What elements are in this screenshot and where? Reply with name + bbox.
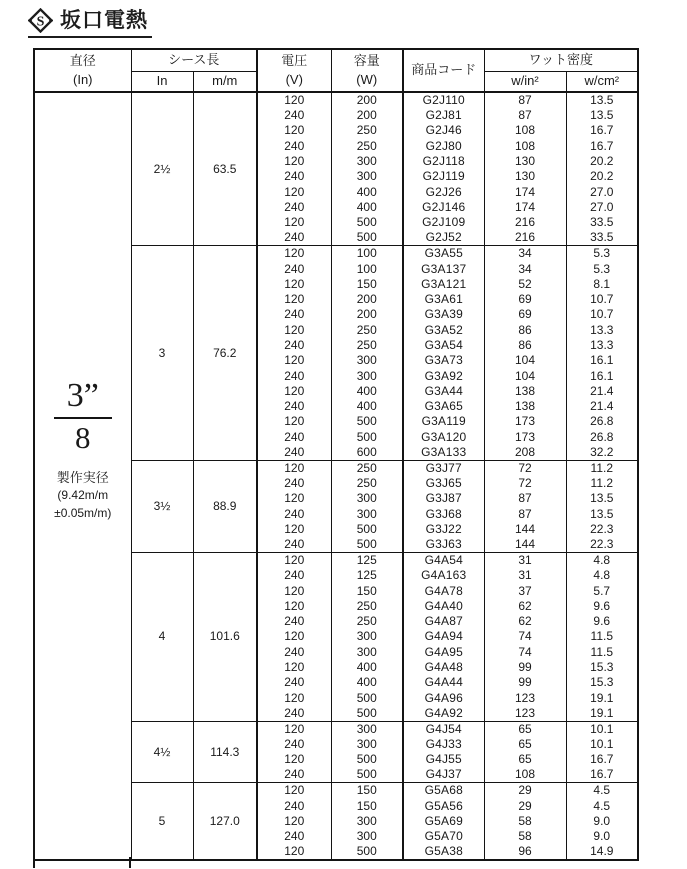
size-mm-cell: 114.3 bbox=[193, 721, 257, 783]
watt-cm-cell: 13.5 bbox=[566, 491, 638, 506]
product-code-cell: G4A54 bbox=[403, 553, 484, 569]
product-code-cell: G4A94 bbox=[403, 629, 484, 644]
capacity-cell: 500 bbox=[331, 691, 403, 706]
watt-in-cell: 174 bbox=[484, 184, 566, 199]
watt-cm-cell: 4.5 bbox=[566, 798, 638, 813]
watt-in-cell: 99 bbox=[484, 660, 566, 675]
product-code-cell: G4A40 bbox=[403, 599, 484, 614]
watt-cm-cell: 16.1 bbox=[566, 368, 638, 383]
watt-cm-cell: 10.1 bbox=[566, 721, 638, 737]
watt-in-cell: 173 bbox=[484, 414, 566, 429]
product-code-cell: G3J77 bbox=[403, 460, 484, 476]
col-header-sheath-in: In bbox=[131, 71, 193, 92]
product-code-cell: G3J63 bbox=[403, 537, 484, 553]
watt-in-cell: 74 bbox=[484, 645, 566, 660]
voltage-cell: 120 bbox=[257, 154, 331, 169]
capacity-cell: 250 bbox=[331, 476, 403, 491]
capacity-cell: 500 bbox=[331, 522, 403, 537]
voltage-cell: 120 bbox=[257, 123, 331, 138]
product-code-cell: G3A55 bbox=[403, 246, 484, 262]
product-code-cell: G2J109 bbox=[403, 215, 484, 230]
product-code-cell: G3A137 bbox=[403, 261, 484, 276]
capacity-cell: 600 bbox=[331, 445, 403, 461]
watt-cm-cell: 9.0 bbox=[566, 814, 638, 829]
voltage-cell: 240 bbox=[257, 476, 331, 491]
watt-in-cell: 29 bbox=[484, 783, 566, 799]
watt-in-cell: 108 bbox=[484, 767, 566, 783]
diameter-fraction bbox=[54, 378, 112, 454]
watt-in-cell: 123 bbox=[484, 691, 566, 706]
product-code-cell: G3J65 bbox=[403, 476, 484, 491]
watt-cm-cell: 13.5 bbox=[566, 92, 638, 108]
capacity-cell: 500 bbox=[331, 215, 403, 230]
voltage-cell: 240 bbox=[257, 307, 331, 322]
capacity-cell: 400 bbox=[331, 184, 403, 199]
voltage-cell: 240 bbox=[257, 399, 331, 414]
col-header-watt-density: ワット密度 bbox=[484, 49, 638, 71]
voltage-cell: 120 bbox=[257, 522, 331, 537]
product-code-cell: G4A92 bbox=[403, 706, 484, 722]
voltage-cell: 120 bbox=[257, 629, 331, 644]
watt-in-cell: 34 bbox=[484, 246, 566, 262]
watt-cm-cell: 33.5 bbox=[566, 215, 638, 230]
watt-in-cell: 65 bbox=[484, 737, 566, 752]
watt-cm-cell: 9.0 bbox=[566, 829, 638, 844]
watt-cm-cell: 5.3 bbox=[566, 246, 638, 262]
watt-cm-cell: 11.2 bbox=[566, 476, 638, 491]
product-code-cell: G4A95 bbox=[403, 645, 484, 660]
watt-cm-cell: 19.1 bbox=[566, 691, 638, 706]
voltage-cell: 240 bbox=[257, 430, 331, 445]
voltage-cell: 240 bbox=[257, 568, 331, 583]
watt-cm-cell: 5.3 bbox=[566, 261, 638, 276]
voltage-cell: 240 bbox=[257, 108, 331, 123]
capacity-cell: 500 bbox=[331, 414, 403, 429]
product-code-cell: G3A119 bbox=[403, 414, 484, 429]
watt-cm-cell: 10.1 bbox=[566, 737, 638, 752]
watt-in-cell: 144 bbox=[484, 537, 566, 553]
size-mm-cell: 63.5 bbox=[193, 92, 257, 246]
logo-text: 坂口電熱 bbox=[60, 9, 148, 32]
capacity-cell: 100 bbox=[331, 261, 403, 276]
capacity-cell: 300 bbox=[331, 629, 403, 644]
watt-in-cell: 99 bbox=[484, 675, 566, 690]
voltage-cell: 120 bbox=[257, 184, 331, 199]
product-code-cell: G3A120 bbox=[403, 430, 484, 445]
spec-table bbox=[33, 48, 639, 861]
product-code-cell: G4A48 bbox=[403, 660, 484, 675]
watt-cm-cell: 27.0 bbox=[566, 184, 638, 199]
watt-cm-cell: 16.7 bbox=[566, 752, 638, 767]
voltage-cell: 240 bbox=[257, 139, 331, 154]
company-logo bbox=[28, 8, 152, 38]
voltage-cell: 120 bbox=[257, 814, 331, 829]
product-code-cell: G3A121 bbox=[403, 277, 484, 292]
watt-in-cell: 37 bbox=[484, 583, 566, 598]
watt-cm-cell: 4.5 bbox=[566, 783, 638, 799]
watt-in-cell: 216 bbox=[484, 215, 566, 230]
capacity-cell: 250 bbox=[331, 599, 403, 614]
voltage-cell: 120 bbox=[257, 414, 331, 429]
voltage-cell: 240 bbox=[257, 169, 331, 184]
diameter-cell bbox=[34, 92, 131, 860]
voltage-cell: 240 bbox=[257, 368, 331, 383]
voltage-cell: 120 bbox=[257, 491, 331, 506]
watt-in-cell: 144 bbox=[484, 522, 566, 537]
capacity-cell: 100 bbox=[331, 246, 403, 262]
size-in-cell: 5 bbox=[131, 783, 193, 860]
watt-in-cell: 138 bbox=[484, 384, 566, 399]
capacity-cell: 300 bbox=[331, 169, 403, 184]
voltage-cell: 120 bbox=[257, 691, 331, 706]
size-mm-cell: 101.6 bbox=[193, 553, 257, 722]
voltage-cell: 120 bbox=[257, 844, 331, 860]
watt-in-cell: 123 bbox=[484, 706, 566, 722]
fraction-denominator: 8 bbox=[75, 419, 91, 455]
voltage-cell: 240 bbox=[257, 537, 331, 553]
product-code-cell: G2J146 bbox=[403, 200, 484, 215]
size-in-cell: 4 bbox=[131, 553, 193, 722]
product-code-cell: G2J52 bbox=[403, 230, 484, 246]
size-mm-cell: 127.0 bbox=[193, 783, 257, 860]
table-row bbox=[34, 92, 638, 108]
product-code-cell: G3A133 bbox=[403, 445, 484, 461]
voltage-cell: 240 bbox=[257, 445, 331, 461]
product-code-cell: G3J68 bbox=[403, 507, 484, 522]
capacity-cell: 300 bbox=[331, 814, 403, 829]
product-code-cell: G2J80 bbox=[403, 139, 484, 154]
watt-in-cell: 130 bbox=[484, 154, 566, 169]
watt-cm-cell: 4.8 bbox=[566, 568, 638, 583]
col-header-watt-in: w/in² bbox=[484, 71, 566, 92]
watt-in-cell: 208 bbox=[484, 445, 566, 461]
product-code-cell: G5A68 bbox=[403, 783, 484, 799]
watt-in-cell: 72 bbox=[484, 460, 566, 476]
capacity-cell: 400 bbox=[331, 399, 403, 414]
size-in-cell: 2½ bbox=[131, 92, 193, 246]
watt-cm-cell: 20.2 bbox=[566, 154, 638, 169]
voltage-cell: 120 bbox=[257, 752, 331, 767]
voltage-cell: 120 bbox=[257, 599, 331, 614]
size-mm-cell: 88.9 bbox=[193, 460, 257, 552]
product-code-cell: G5A69 bbox=[403, 814, 484, 829]
col-header-diameter bbox=[34, 49, 131, 92]
capacity-cell: 200 bbox=[331, 292, 403, 307]
capacity-cell: 200 bbox=[331, 108, 403, 123]
product-code-cell: G3A39 bbox=[403, 307, 484, 322]
col-header-voltage bbox=[257, 49, 331, 92]
watt-cm-cell: 16.7 bbox=[566, 139, 638, 154]
capacity-cell: 300 bbox=[331, 368, 403, 383]
watt-in-cell: 62 bbox=[484, 599, 566, 614]
watt-cm-cell: 8.1 bbox=[566, 277, 638, 292]
product-code-cell: G3A65 bbox=[403, 399, 484, 414]
watt-in-cell: 87 bbox=[484, 507, 566, 522]
actual-diameter-value: (9.42m/m bbox=[57, 488, 109, 503]
watt-cm-cell: 13.5 bbox=[566, 108, 638, 123]
capacity-cell: 400 bbox=[331, 384, 403, 399]
voltage-cell: 120 bbox=[257, 660, 331, 675]
capacity-cell: 500 bbox=[331, 844, 403, 860]
voltage-cell: 120 bbox=[257, 583, 331, 598]
col-header-capacity bbox=[331, 49, 403, 92]
watt-cm-cell: 26.8 bbox=[566, 430, 638, 445]
watt-cm-cell: 21.4 bbox=[566, 399, 638, 414]
product-code-cell: G4J54 bbox=[403, 721, 484, 737]
col-header-watt-cm: w/cm² bbox=[566, 71, 638, 92]
col-header-sheath-length: シース長 bbox=[131, 49, 257, 71]
watt-in-cell: 108 bbox=[484, 139, 566, 154]
diamond-s-icon bbox=[28, 8, 53, 33]
table-continuation-stub-left bbox=[33, 857, 35, 868]
watt-cm-cell: 11.2 bbox=[566, 460, 638, 476]
watt-cm-cell: 16.7 bbox=[566, 123, 638, 138]
watt-in-cell: 69 bbox=[484, 292, 566, 307]
watt-cm-cell: 15.3 bbox=[566, 660, 638, 675]
size-in-cell: 4½ bbox=[131, 721, 193, 783]
capacity-cell: 400 bbox=[331, 200, 403, 215]
watt-in-cell: 87 bbox=[484, 92, 566, 108]
voltage-cell: 120 bbox=[257, 353, 331, 368]
watt-in-cell: 96 bbox=[484, 844, 566, 860]
product-code-cell: G3A73 bbox=[403, 353, 484, 368]
capacity-cell: 500 bbox=[331, 537, 403, 553]
watt-cm-cell: 22.3 bbox=[566, 522, 638, 537]
watt-cm-cell: 16.7 bbox=[566, 767, 638, 783]
watt-cm-cell: 4.8 bbox=[566, 553, 638, 569]
watt-cm-cell: 13.3 bbox=[566, 338, 638, 353]
capacity-cell: 150 bbox=[331, 783, 403, 799]
voltage-cell: 240 bbox=[257, 829, 331, 844]
product-code-cell: G3J22 bbox=[403, 522, 484, 537]
capacity-cell: 300 bbox=[331, 507, 403, 522]
watt-in-cell: 87 bbox=[484, 491, 566, 506]
product-code-cell: G3A61 bbox=[403, 292, 484, 307]
voltage-cell: 120 bbox=[257, 215, 331, 230]
watt-in-cell: 86 bbox=[484, 323, 566, 338]
capacity-cell: 300 bbox=[331, 154, 403, 169]
capacity-cell: 500 bbox=[331, 430, 403, 445]
capacity-cell: 250 bbox=[331, 614, 403, 629]
capacity-cell: 300 bbox=[331, 829, 403, 844]
watt-cm-cell: 14.9 bbox=[566, 844, 638, 860]
voltage-cell: 120 bbox=[257, 323, 331, 338]
voltage-cell: 240 bbox=[257, 767, 331, 783]
watt-in-cell: 173 bbox=[484, 430, 566, 445]
capacity-unit-label: (W) bbox=[356, 71, 378, 87]
watt-in-cell: 87 bbox=[484, 108, 566, 123]
watt-cm-cell: 10.7 bbox=[566, 292, 638, 307]
capacity-label: 容量 bbox=[353, 52, 380, 68]
size-mm-cell: 76.2 bbox=[193, 246, 257, 461]
product-code-cell: G4A78 bbox=[403, 583, 484, 598]
watt-cm-cell: 13.5 bbox=[566, 507, 638, 522]
watt-cm-cell: 9.6 bbox=[566, 614, 638, 629]
voltage-cell: 240 bbox=[257, 230, 331, 246]
actual-diameter-label: 製作実径 bbox=[56, 470, 109, 486]
watt-cm-cell: 21.4 bbox=[566, 384, 638, 399]
watt-cm-cell: 22.3 bbox=[566, 537, 638, 553]
watt-in-cell: 31 bbox=[484, 553, 566, 569]
product-code-cell: G3A54 bbox=[403, 338, 484, 353]
voltage-cell: 120 bbox=[257, 277, 331, 292]
watt-cm-cell: 27.0 bbox=[566, 200, 638, 215]
size-in-cell: 3 bbox=[131, 246, 193, 461]
watt-in-cell: 69 bbox=[484, 307, 566, 322]
product-code-cell: G5A56 bbox=[403, 798, 484, 813]
watt-in-cell: 86 bbox=[484, 338, 566, 353]
capacity-cell: 200 bbox=[331, 307, 403, 322]
voltage-cell: 240 bbox=[257, 645, 331, 660]
capacity-cell: 500 bbox=[331, 752, 403, 767]
capacity-cell: 300 bbox=[331, 737, 403, 752]
diameter-unit-label: (In) bbox=[73, 71, 93, 87]
capacity-cell: 250 bbox=[331, 123, 403, 138]
product-code-cell: G5A70 bbox=[403, 829, 484, 844]
watt-cm-cell: 15.3 bbox=[566, 675, 638, 690]
watt-in-cell: 65 bbox=[484, 721, 566, 737]
actual-diameter-tolerance: ±0.05m/m) bbox=[54, 505, 112, 520]
capacity-cell: 300 bbox=[331, 491, 403, 506]
voltage-cell: 120 bbox=[257, 92, 331, 108]
voltage-cell: 120 bbox=[257, 783, 331, 799]
voltage-cell: 240 bbox=[257, 614, 331, 629]
capacity-cell: 250 bbox=[331, 460, 403, 476]
capacity-cell: 400 bbox=[331, 675, 403, 690]
diameter-content bbox=[35, 378, 131, 522]
capacity-cell: 250 bbox=[331, 323, 403, 338]
voltage-label: 電圧 bbox=[281, 52, 308, 68]
watt-cm-cell: 33.5 bbox=[566, 230, 638, 246]
voltage-cell: 120 bbox=[257, 246, 331, 262]
watt-in-cell: 74 bbox=[484, 629, 566, 644]
capacity-cell: 400 bbox=[331, 660, 403, 675]
product-code-cell: G3A92 bbox=[403, 368, 484, 383]
voltage-cell: 120 bbox=[257, 292, 331, 307]
size-in-cell: 3½ bbox=[131, 460, 193, 552]
diameter-label: 直径 bbox=[69, 52, 96, 68]
watt-in-cell: 138 bbox=[484, 399, 566, 414]
product-code-cell: G4A163 bbox=[403, 568, 484, 583]
voltage-cell: 120 bbox=[257, 460, 331, 476]
watt-cm-cell: 32.2 bbox=[566, 445, 638, 461]
watt-cm-cell: 16.1 bbox=[566, 353, 638, 368]
product-code-cell: G2J119 bbox=[403, 169, 484, 184]
watt-in-cell: 58 bbox=[484, 814, 566, 829]
watt-in-cell: 216 bbox=[484, 230, 566, 246]
capacity-cell: 500 bbox=[331, 767, 403, 783]
capacity-cell: 150 bbox=[331, 798, 403, 813]
voltage-cell: 120 bbox=[257, 553, 331, 569]
voltage-cell: 240 bbox=[257, 675, 331, 690]
watt-cm-cell: 9.6 bbox=[566, 599, 638, 614]
product-code-cell: G4J37 bbox=[403, 767, 484, 783]
product-code-cell: G3J87 bbox=[403, 491, 484, 506]
watt-in-cell: 52 bbox=[484, 277, 566, 292]
watt-in-cell: 29 bbox=[484, 798, 566, 813]
voltage-cell: 240 bbox=[257, 261, 331, 276]
spec-table-body bbox=[34, 92, 638, 860]
watt-in-cell: 108 bbox=[484, 123, 566, 138]
watt-in-cell: 62 bbox=[484, 614, 566, 629]
voltage-cell: 240 bbox=[257, 737, 331, 752]
spec-table-header bbox=[34, 49, 638, 92]
product-code-cell: G5A38 bbox=[403, 844, 484, 860]
product-code-cell: G2J26 bbox=[403, 184, 484, 199]
watt-in-cell: 58 bbox=[484, 829, 566, 844]
product-code-cell: G4J55 bbox=[403, 752, 484, 767]
capacity-cell: 300 bbox=[331, 645, 403, 660]
capacity-cell: 125 bbox=[331, 553, 403, 569]
capacity-cell: 300 bbox=[331, 353, 403, 368]
capacity-cell: 250 bbox=[331, 139, 403, 154]
capacity-cell: 150 bbox=[331, 277, 403, 292]
col-header-sheath-mm: m/m bbox=[193, 71, 257, 92]
product-code-cell: G2J46 bbox=[403, 123, 484, 138]
product-code-cell: G2J118 bbox=[403, 154, 484, 169]
watt-cm-cell: 20.2 bbox=[566, 169, 638, 184]
voltage-cell: 240 bbox=[257, 200, 331, 215]
product-code-cell: G2J81 bbox=[403, 108, 484, 123]
watt-cm-cell: 10.7 bbox=[566, 307, 638, 322]
capacity-cell: 125 bbox=[331, 568, 403, 583]
voltage-cell: 120 bbox=[257, 721, 331, 737]
product-code-cell: G4A44 bbox=[403, 675, 484, 690]
product-code-cell: G4J33 bbox=[403, 737, 484, 752]
product-code-cell: G4A87 bbox=[403, 614, 484, 629]
product-code-cell: G3A44 bbox=[403, 384, 484, 399]
capacity-cell: 250 bbox=[331, 338, 403, 353]
svg-text:S: S bbox=[36, 14, 45, 30]
watt-in-cell: 104 bbox=[484, 368, 566, 383]
capacity-cell: 500 bbox=[331, 230, 403, 246]
voltage-cell: 240 bbox=[257, 338, 331, 353]
col-header-product-code: 商品コード bbox=[403, 49, 484, 92]
capacity-cell: 300 bbox=[331, 721, 403, 737]
watt-cm-cell: 5.7 bbox=[566, 583, 638, 598]
watt-in-cell: 72 bbox=[484, 476, 566, 491]
product-code-cell: G3A52 bbox=[403, 323, 484, 338]
watt-in-cell: 34 bbox=[484, 261, 566, 276]
capacity-cell: 200 bbox=[331, 92, 403, 108]
watt-cm-cell: 26.8 bbox=[566, 414, 638, 429]
product-code-cell: G2J110 bbox=[403, 92, 484, 108]
watt-cm-cell: 11.5 bbox=[566, 629, 638, 644]
watt-cm-cell: 13.3 bbox=[566, 323, 638, 338]
watt-in-cell: 65 bbox=[484, 752, 566, 767]
capacity-cell: 500 bbox=[331, 706, 403, 722]
voltage-cell: 120 bbox=[257, 384, 331, 399]
watt-in-cell: 31 bbox=[484, 568, 566, 583]
watt-cm-cell: 19.1 bbox=[566, 706, 638, 722]
watt-in-cell: 174 bbox=[484, 200, 566, 215]
fraction-numerator: 3” bbox=[54, 378, 112, 419]
table-continuation-stub-col1 bbox=[129, 857, 131, 868]
voltage-cell: 240 bbox=[257, 507, 331, 522]
capacity-cell: 150 bbox=[331, 583, 403, 598]
voltage-cell: 240 bbox=[257, 706, 331, 722]
watt-in-cell: 104 bbox=[484, 353, 566, 368]
voltage-cell: 240 bbox=[257, 798, 331, 813]
product-code-cell: G4A96 bbox=[403, 691, 484, 706]
watt-cm-cell: 11.5 bbox=[566, 645, 638, 660]
voltage-unit-label: (V) bbox=[285, 71, 303, 87]
watt-in-cell: 130 bbox=[484, 169, 566, 184]
